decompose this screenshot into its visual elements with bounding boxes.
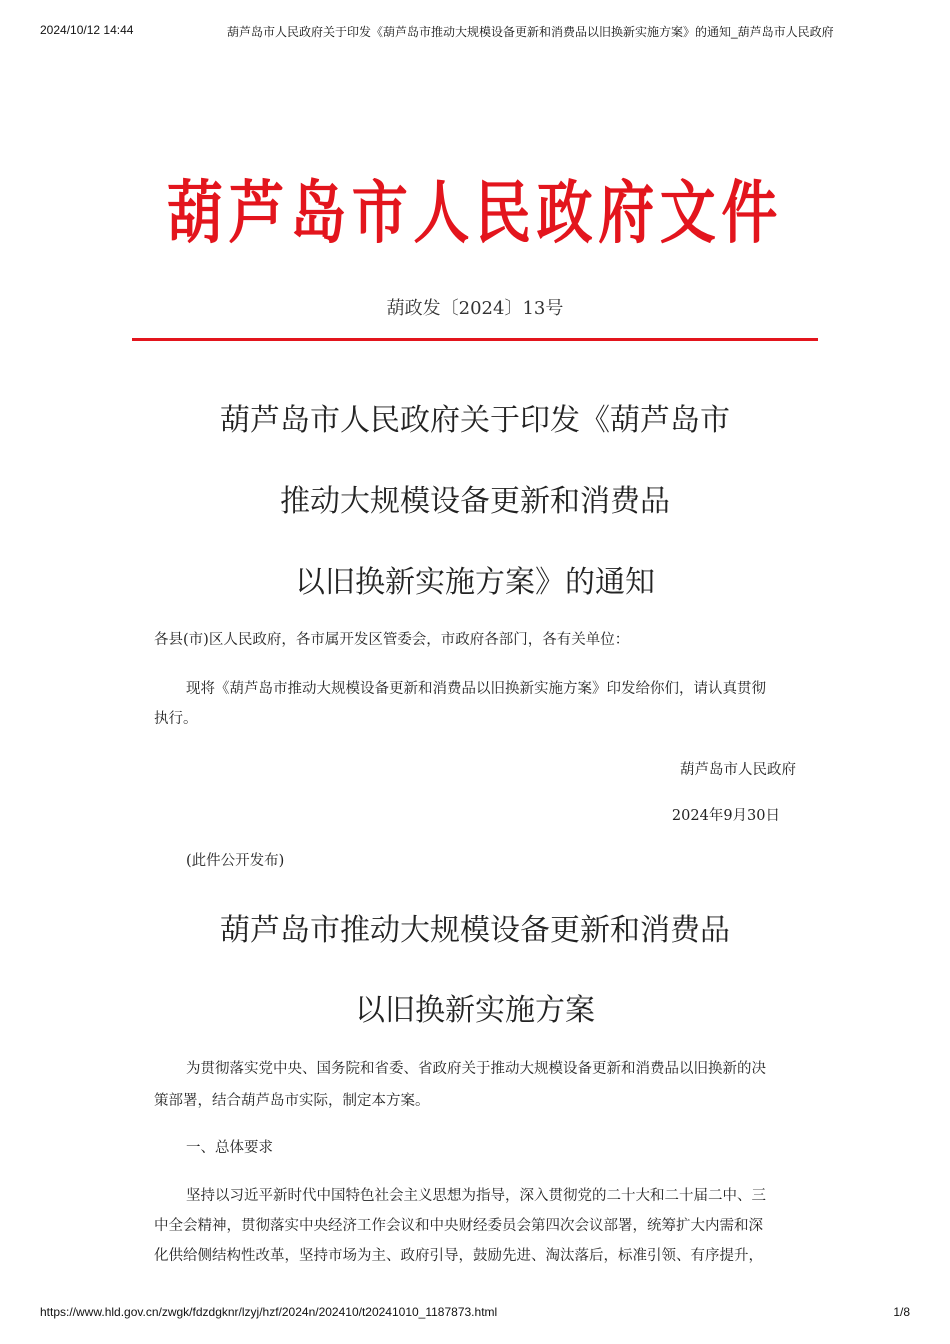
page-number: 1/8 (893, 1305, 910, 1319)
issuer: 葫芦岛市人民政府 (680, 762, 796, 778)
section-line-3: 化供给侧结构性改革，坚持市场为主、政府引导，鼓励先进、淘汰落后，标准引领、有序提升， (154, 1248, 763, 1264)
document-header-red: 葫芦岛市人民政府文件 (167, 174, 783, 254)
section-line-2: 中全会精神，贯彻落实中央经济工作会议和中央财经委员会第四次会议部署，统筹扩大内需和深 (154, 1218, 763, 1234)
release-note: (此件公开发布) (186, 853, 285, 869)
notice-body-line-2: 执行。 (154, 711, 198, 727)
section-line-1: 坚持以习近平新时代中国特色社会主义思想为指导，深入贯彻党的二十大和二十届二中、三 (186, 1188, 766, 1204)
print-page-title: 葫芦岛市人民政府关于印发《葫芦岛市推动大规模设备更新和消费品以旧换新实施方案》的通知_葫芦岛市人民政府 (227, 25, 834, 39)
red-divider (132, 338, 818, 341)
print-timestamp: 2024/10/12 14:44 (40, 23, 134, 37)
plan-intro-line-2: 策部署，结合葫芦岛市实际，制定本方案。 (154, 1093, 430, 1109)
notice-title-line-3: 以旧换新实施方案》的通知 (295, 565, 655, 600)
section-heading: 一、总体要求 (186, 1140, 273, 1156)
notice-title-line-1: 葫芦岛市人民政府关于印发《葫芦岛市 (220, 403, 730, 438)
plan-intro-line-1: 为贯彻落实党中央、国务院和省委、省政府关于推动大规模设备更新和消费品以旧换新的决 (186, 1061, 766, 1077)
notice-body-line-1: 现将《葫芦岛市推动大规模设备更新和消费品以旧换新实施方案》印发给你们，请认真贯彻 (186, 681, 766, 697)
document-number: 葫政发〔2024〕13号 (386, 298, 564, 319)
plan-title-line-2: 以旧换新实施方案 (355, 993, 595, 1028)
issue-date: 2024年9月30日 (671, 808, 780, 824)
page-url: https://www.hld.gov.cn/zwgk/fdzdgknr/lzyj/hzf/2024n/202410/t20241010_1187873.html (40, 1305, 498, 1319)
print-header (40, 18, 910, 39)
notice-title-line-2: 推动大规模设备更新和消费品 (280, 484, 670, 519)
addressee: 各县(市)区人民政府，各市属开发区管委会，市政府各部门，各有关单位： (154, 632, 630, 648)
plan-title-line-1: 葫芦岛市推动大规模设备更新和消费品 (220, 913, 730, 948)
